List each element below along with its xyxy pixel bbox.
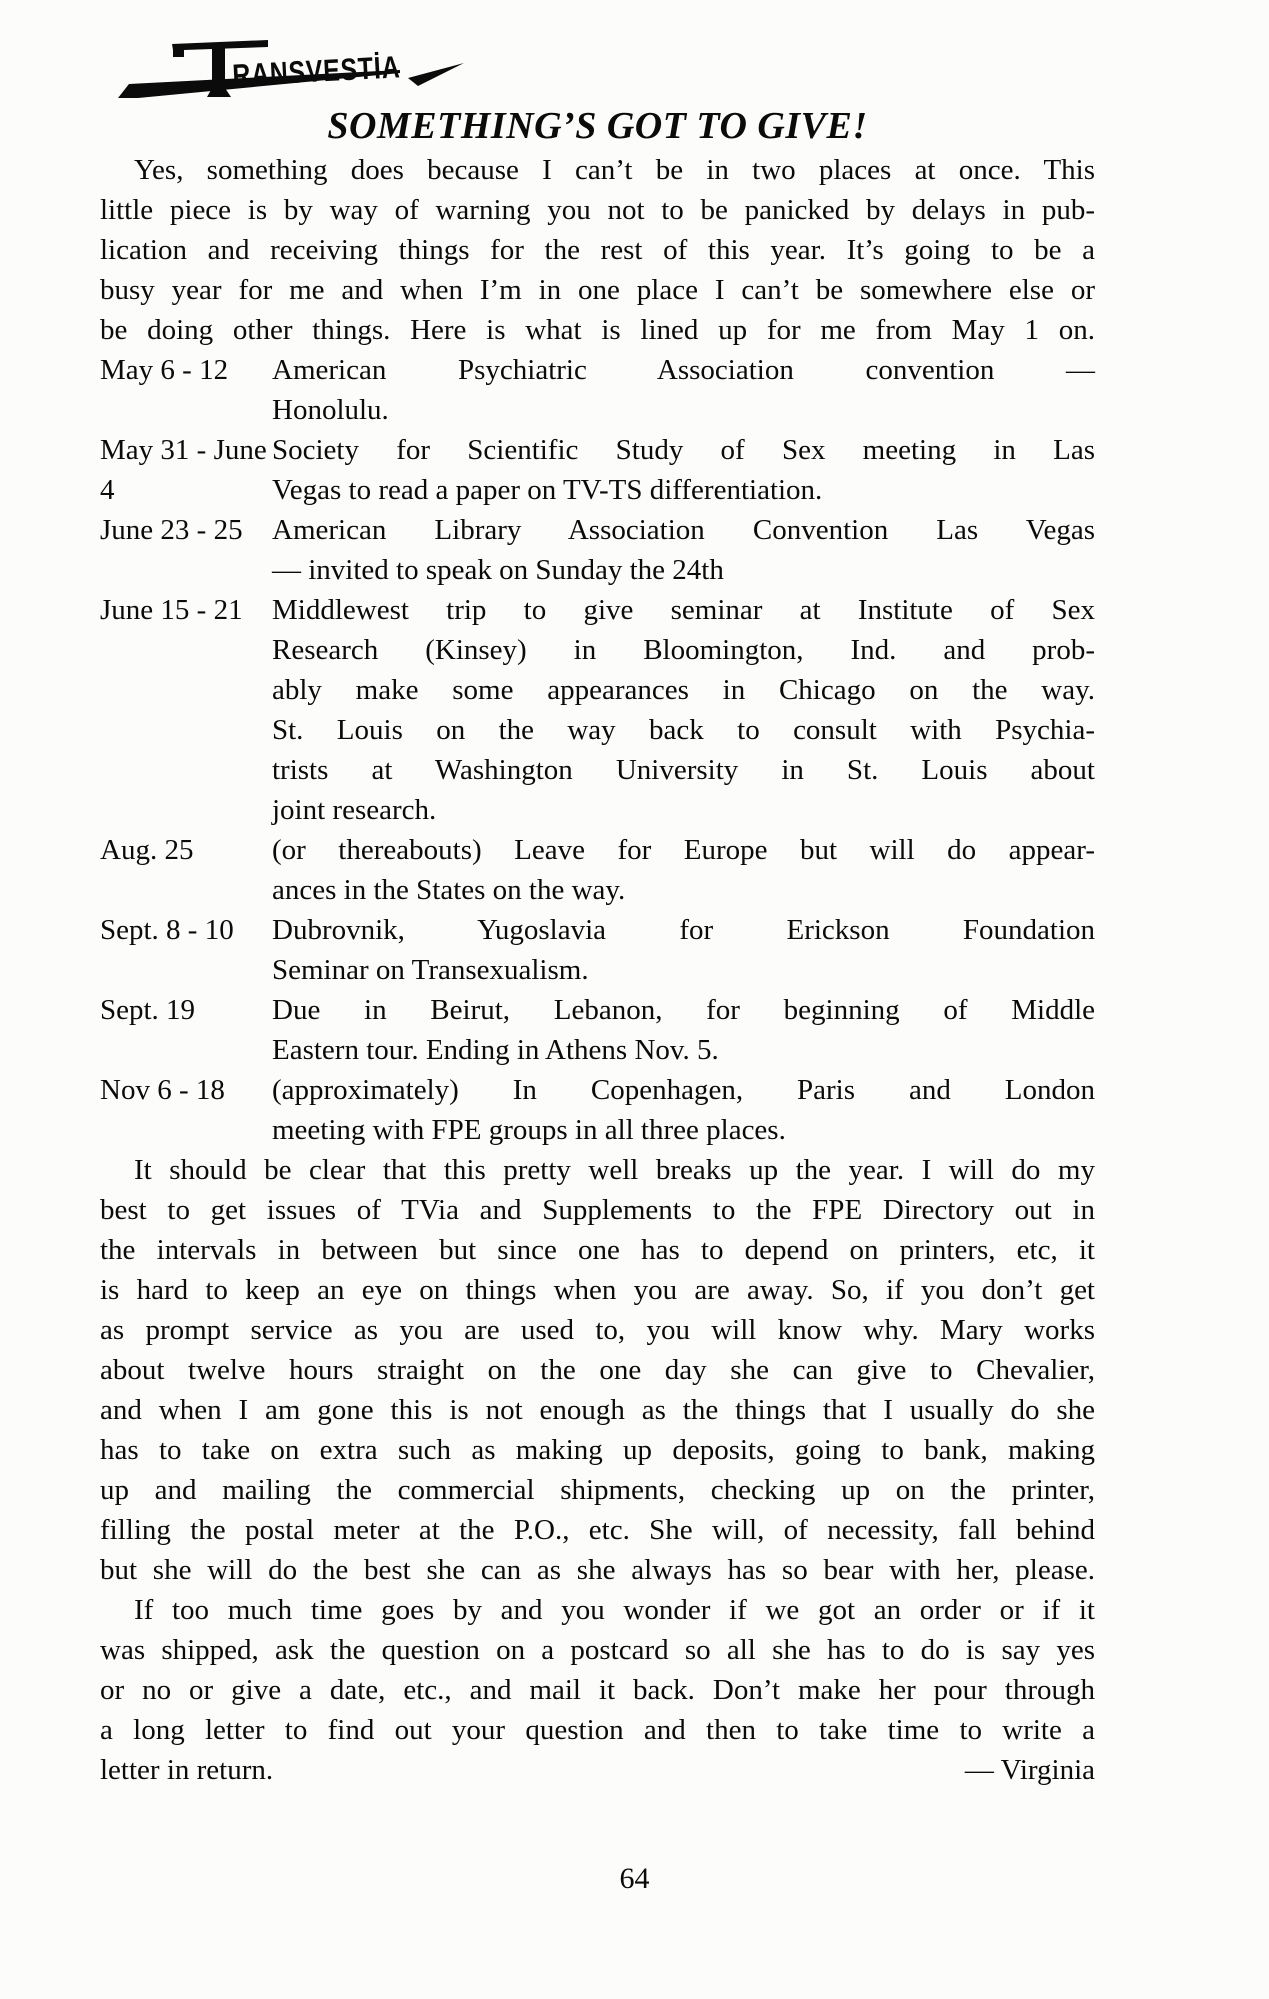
transvestia-logo-icon xyxy=(34,34,464,104)
text-line: American Psychiatric Association convention — xyxy=(272,354,1095,386)
schedule-date: June 15 - 21 xyxy=(100,594,243,626)
text-line: busy year for me and when I’m in one place I can’t be somewhere else or xyxy=(100,274,1095,306)
text-line: lication and receiving things for the rest of this year. It’s going to be a xyxy=(100,234,1095,266)
logo-arrowhead-icon xyxy=(408,63,464,86)
schedule-row xyxy=(100,1070,1095,1150)
schedule-date: Aug. 25 xyxy=(100,834,194,866)
text-line: If too much time goes by and you wonder if we got an order or if it xyxy=(134,1594,1095,1626)
signature: — Virginia xyxy=(964,1754,1095,1786)
masthead-logo xyxy=(34,34,464,104)
schedule-list xyxy=(100,350,1095,1150)
schedule-date: May 6 - 12 xyxy=(100,354,229,386)
schedule-date: May 31 - June 4 xyxy=(100,434,267,506)
paragraph-middle xyxy=(100,1150,1095,1590)
text-line: meeting with FPE groups in all three places. xyxy=(272,1114,786,1146)
text-line: and when I am gone this is not enough as the things that I usually do she xyxy=(100,1394,1095,1426)
text-line: or no or give a date, etc., and mail it back. Don’t make her pour through xyxy=(100,1674,1095,1706)
text-line: (or thereabouts) Leave for Europe but will do appear- xyxy=(272,834,1095,866)
schedule-date: Sept. 8 - 10 xyxy=(100,914,234,946)
text-line: Society for Scientific Study of Sex meeting in Las xyxy=(272,434,1095,466)
schedule-row xyxy=(100,430,1095,510)
schedule-date: June 23 - 25 xyxy=(100,514,243,546)
text-line: little piece is by way of warning you not to be panicked by delays in pub- xyxy=(100,194,1095,226)
text-line: Yes, something does because I can’t be in two places at once. This xyxy=(134,154,1095,186)
paragraph-closing xyxy=(100,1590,1095,1790)
schedule-description xyxy=(272,590,1095,830)
schedule-description xyxy=(272,350,1095,430)
text-line: best to get issues of TVia and Supplements to the FPE Directory out in xyxy=(100,1194,1095,1226)
text-line: ably make some appearances in Chicago on the way. xyxy=(272,674,1095,706)
schedule-description xyxy=(272,430,1095,510)
page-number: 64 xyxy=(619,1862,650,1895)
schedule-description xyxy=(272,830,1095,910)
schedule-description xyxy=(272,910,1095,990)
text-line: Due in Beirut, Lebanon, for beginning of Middle xyxy=(272,994,1095,1026)
schedule-row xyxy=(100,590,1095,830)
text-line: a long letter to find out your question and then to take time to write a xyxy=(100,1714,1095,1746)
text-line: as prompt service as you are used to, you will know why. Mary works xyxy=(100,1314,1095,1346)
schedule-description xyxy=(272,990,1095,1070)
schedule-description xyxy=(272,510,1095,590)
schedule-row xyxy=(100,350,1095,430)
text-line: American Library Association Convention Las Vegas xyxy=(272,514,1095,546)
text-line: Honolulu. xyxy=(272,394,389,426)
text-line: joint research. xyxy=(272,794,437,826)
text-line: Vegas to read a paper on TV-TS differentiation. xyxy=(272,474,823,506)
text-line: Research (Kinsey) in Bloomington, Ind. and prob- xyxy=(272,634,1095,666)
text-line: Eastern tour. Ending in Athens Nov. 5. xyxy=(272,1034,719,1066)
logo-text: RANSVESTİA xyxy=(231,47,443,93)
schedule-row xyxy=(100,910,1095,990)
closing-line xyxy=(100,1750,1095,1790)
text-line: Middlewest trip to give seminar at Institute of Sex xyxy=(272,594,1095,626)
page-title: SOMETHING’S GOT TO GIVE! xyxy=(327,105,868,147)
schedule-date: Nov 6 - 18 xyxy=(100,1074,225,1106)
article xyxy=(100,106,1095,1790)
text-line: be doing other things. Here is what is lined up for me from May 1 on. xyxy=(100,314,1095,346)
text-line: about twelve hours straight on the one day she can give to Chevalier, xyxy=(100,1354,1095,1386)
text-line: trists at Washington University in St. Louis about xyxy=(272,754,1095,786)
intro-paragraph xyxy=(100,150,1095,350)
text-line: Dubrovnik, Yugoslavia for Erickson Foundation xyxy=(272,914,1095,946)
schedule-row xyxy=(100,830,1095,910)
text-line: letter in return. xyxy=(100,1754,274,1786)
text-line: but she will do the best she can as she always has so bear with her, please. xyxy=(100,1554,1095,1586)
text-line: It should be clear that this pretty well breaks up the year. I will do my xyxy=(134,1154,1095,1186)
schedule-row xyxy=(100,990,1095,1070)
schedule-date: Sept. 19 xyxy=(100,994,196,1026)
text-line: Seminar on Transexualism. xyxy=(272,954,589,986)
text-line: up and mailing the commercial shipments, checking up on the printer, xyxy=(100,1474,1095,1506)
text-line: filling the postal meter at the P.O., etc. She will, of necessity, fall behind xyxy=(100,1514,1095,1546)
text-line: ances in the States on the way. xyxy=(272,874,626,906)
text-line: St. Louis on the way back to consult with Psychia- xyxy=(272,714,1095,746)
text-line: — invited to speak on Sunday the 24th xyxy=(272,554,724,586)
schedule-description xyxy=(272,1070,1095,1150)
schedule-row xyxy=(100,510,1095,590)
text-line: the intervals in between but since one has to depend on printers, etc, it xyxy=(100,1234,1095,1266)
text-line: (approximately) In Copenhagen, Paris and London xyxy=(272,1074,1095,1106)
text-line: has to take on extra such as making up deposits, going to bank, making xyxy=(100,1434,1095,1466)
text-line: is hard to keep an eye on things when you are away. So, if you don’t get xyxy=(100,1274,1095,1306)
text-line: was shipped, ask the question on a postcard so all she has to do is say yes xyxy=(100,1634,1095,1666)
